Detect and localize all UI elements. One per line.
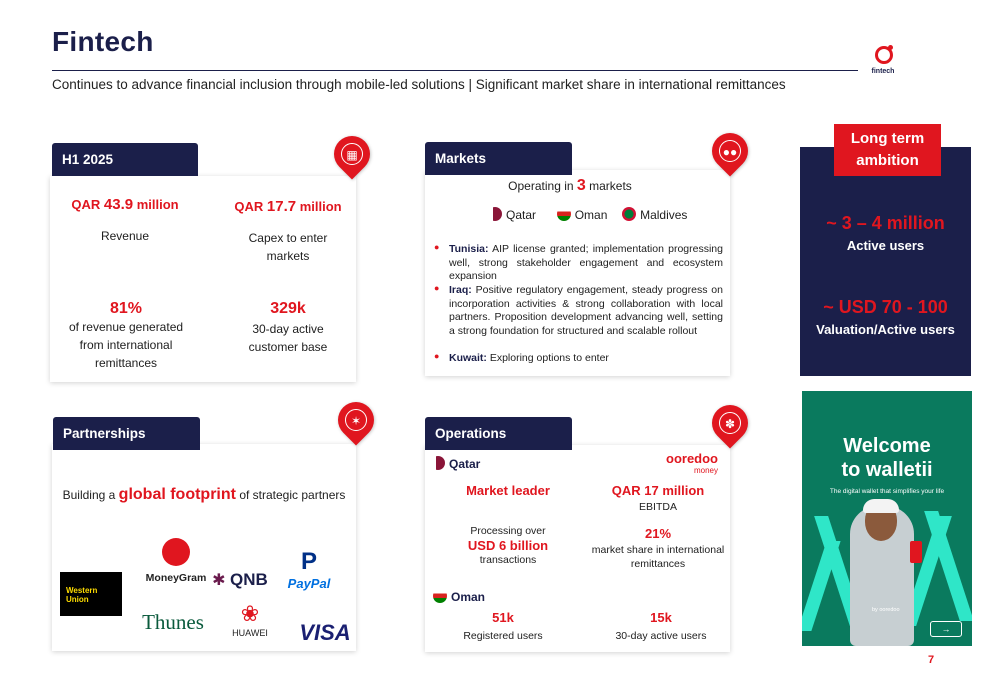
- market-bullet-tunisia: [449, 243, 723, 284]
- partnerships-tab: Partnerships: [53, 417, 200, 450]
- page-subtitle: Continues to advance financial inclusion through mobile-led solutions | Significant market share in international remittances: [52, 77, 786, 92]
- walletii-tagline: The digital wallet that simplifies your life: [829, 488, 945, 495]
- revenue-prefix: QAR: [71, 197, 104, 212]
- revenue-value: 43.9: [103, 196, 134, 213]
- operations-tab: Operations: [425, 417, 572, 450]
- paypal-text: PayPal: [287, 576, 331, 591]
- country-maldives: Maldives: [640, 208, 688, 222]
- revenue-label: Revenue: [100, 229, 150, 243]
- ebitda-label: EBITDA: [639, 501, 677, 513]
- western-union-logo: [60, 572, 122, 616]
- logo-dot-icon: [888, 45, 893, 50]
- handshake-pin: [331, 395, 382, 446]
- ambition-heading: Long term ambition: [834, 124, 941, 176]
- walletii-line1: Welcome: [843, 435, 931, 457]
- capex-suffix: million: [296, 199, 342, 214]
- partnerships-intro-pre: Building a: [62, 488, 119, 502]
- markets-count: 3: [576, 177, 586, 194]
- person-cap: [863, 499, 899, 513]
- market-leader: Market leader: [466, 483, 550, 498]
- oman-active-metric: [598, 610, 724, 643]
- qnb-text: QNB: [230, 570, 268, 589]
- ambition-users: [800, 213, 971, 253]
- ooredoo-money-logo: [662, 452, 722, 476]
- capex-label: Capex to enter markets: [248, 231, 328, 263]
- paypal-icon: P: [300, 548, 317, 575]
- partnerships-intro-post: of strategic partners: [235, 488, 346, 502]
- ebitda-value: QAR 17 million: [611, 483, 705, 498]
- markets-intro-pre: Operating in: [508, 179, 577, 193]
- fintech-logo: [866, 42, 900, 84]
- bullet-dot-icon: ●: [434, 351, 440, 361]
- processing-pre: Processing over: [470, 525, 546, 537]
- revenue-suffix: million: [133, 197, 179, 212]
- ambition-valuation-label: Valuation/Active users: [816, 322, 955, 337]
- moneygram-text: MoneyGram: [145, 572, 207, 584]
- markets-intro: [425, 177, 715, 195]
- remittance-value: 81%: [109, 300, 143, 317]
- processing-post: transactions: [479, 554, 537, 566]
- huawei-logo: [227, 600, 273, 638]
- share-label: market share in international remittances: [591, 544, 725, 570]
- ambition-valuation: [800, 297, 971, 337]
- share-metric: [590, 526, 726, 571]
- bullet-text: Exploring options to enter: [486, 352, 609, 364]
- qatar-flag-icon: [431, 456, 445, 470]
- country-oman: Oman: [574, 208, 608, 222]
- thunes-text: Thunes: [142, 610, 204, 634]
- registered-value: 51k: [492, 610, 514, 625]
- oman-active-label: 30-day active users: [615, 630, 707, 642]
- moneygram-icon: [162, 538, 190, 566]
- capex-prefix: QAR: [234, 199, 267, 214]
- ambition-valuation-value: ~ USD 70 - 100: [823, 297, 948, 317]
- building-pin: [327, 129, 378, 180]
- phone-icon: [910, 541, 922, 563]
- paypal-logo: [284, 548, 334, 591]
- page-number: 7: [928, 654, 935, 666]
- maldives-flag-icon: [622, 207, 636, 221]
- walletii-by: by ooredoo: [872, 607, 900, 613]
- page-title: Fintech: [52, 26, 154, 57]
- registered-metric: [440, 610, 566, 643]
- oman-active-value: 15k: [650, 610, 672, 625]
- ambition-users-value: ~ 3 – 4 million: [826, 213, 945, 233]
- ooredoo-text: ooredoo: [666, 451, 718, 466]
- logo-text: fintech: [871, 68, 895, 75]
- western-union-text: Western Union: [66, 586, 98, 604]
- oman-flag-icon: [433, 589, 447, 603]
- partnerships-intro: [52, 486, 356, 504]
- ops-qatar-text: Qatar: [449, 457, 481, 471]
- registered-label: Registered users: [463, 630, 543, 642]
- qnb-icon: ✱: [212, 572, 226, 589]
- ops-qatar-label: [431, 456, 480, 471]
- country-qatar: Qatar: [506, 208, 537, 222]
- h1-tab: H1 2025: [52, 143, 198, 176]
- partnerships-intro-bold: global footprint: [118, 486, 236, 503]
- bullet-label: Kuwait:: [449, 352, 487, 364]
- people-icon: ●●: [719, 140, 741, 162]
- handshake-icon: ✶: [345, 409, 367, 431]
- active-customer-label: 30-day active customer base: [248, 322, 328, 354]
- market-bullet-iraq: [449, 284, 723, 338]
- visa-text: VISA: [299, 620, 351, 645]
- share-value: 21%: [644, 526, 672, 541]
- visa-logo: [295, 620, 355, 646]
- bullet-dot-icon: ●: [434, 242, 440, 252]
- ops-oman-text: Oman: [451, 590, 486, 604]
- remittance-label: of revenue generated from international remittances: [68, 320, 184, 370]
- huawei-text: HUAWEI: [232, 628, 268, 638]
- ooredoo-money-text: money: [693, 466, 718, 475]
- market-bullet-kuwait: [449, 352, 723, 366]
- walletii-line2: to walletii: [841, 459, 933, 481]
- moneygram-logo: [145, 538, 207, 584]
- bullet-label: Tunisia:: [449, 243, 489, 255]
- markets-tab: Markets: [425, 142, 572, 175]
- processing-metric: [440, 524, 576, 567]
- ambition-users-label: Active users: [846, 238, 925, 253]
- remittance-metric: [58, 300, 194, 372]
- ebitda-metric: [590, 483, 726, 514]
- thunes-logo: [135, 610, 211, 635]
- building-icon: ▦: [341, 143, 363, 165]
- header-divider: [52, 70, 858, 71]
- people-pin: [705, 126, 756, 177]
- active-customer-value: 329k: [270, 300, 306, 317]
- capex-value: 17.7: [266, 198, 297, 215]
- revenue-metric: [60, 196, 190, 245]
- ops-oman-label: [433, 589, 485, 604]
- country-list: [488, 207, 687, 222]
- walletii-promo: [802, 391, 972, 646]
- bullet-text: Positive regulatory engagement, steady progress on incorporation activities & strong collaboration with local partners. Proposition development advancing well, setting a strong foundation for structured and scalable rollout: [449, 284, 723, 337]
- markets-intro-post: markets: [585, 179, 632, 193]
- oman-flag-icon: [557, 207, 571, 221]
- capex-metric: [228, 198, 348, 265]
- huawei-icon: ❀: [240, 601, 260, 626]
- bullet-text: AIP license granted; implementation progressing well, strong stakeholder engagement and ecosystem expansion: [449, 243, 723, 282]
- walletii-arrow-button[interactable]: →: [930, 621, 962, 637]
- network-pin: [705, 398, 756, 449]
- qnb-logo: [208, 570, 272, 590]
- ambition-panel: [800, 147, 971, 376]
- qatar-flag-icon: [488, 207, 502, 221]
- network-icon: ✽: [719, 412, 741, 434]
- bullet-label: Iraq:: [449, 284, 472, 296]
- active-customer-metric: [236, 300, 340, 356]
- processing-value: USD 6 billion: [467, 538, 549, 553]
- bullet-dot-icon: ●: [434, 283, 440, 293]
